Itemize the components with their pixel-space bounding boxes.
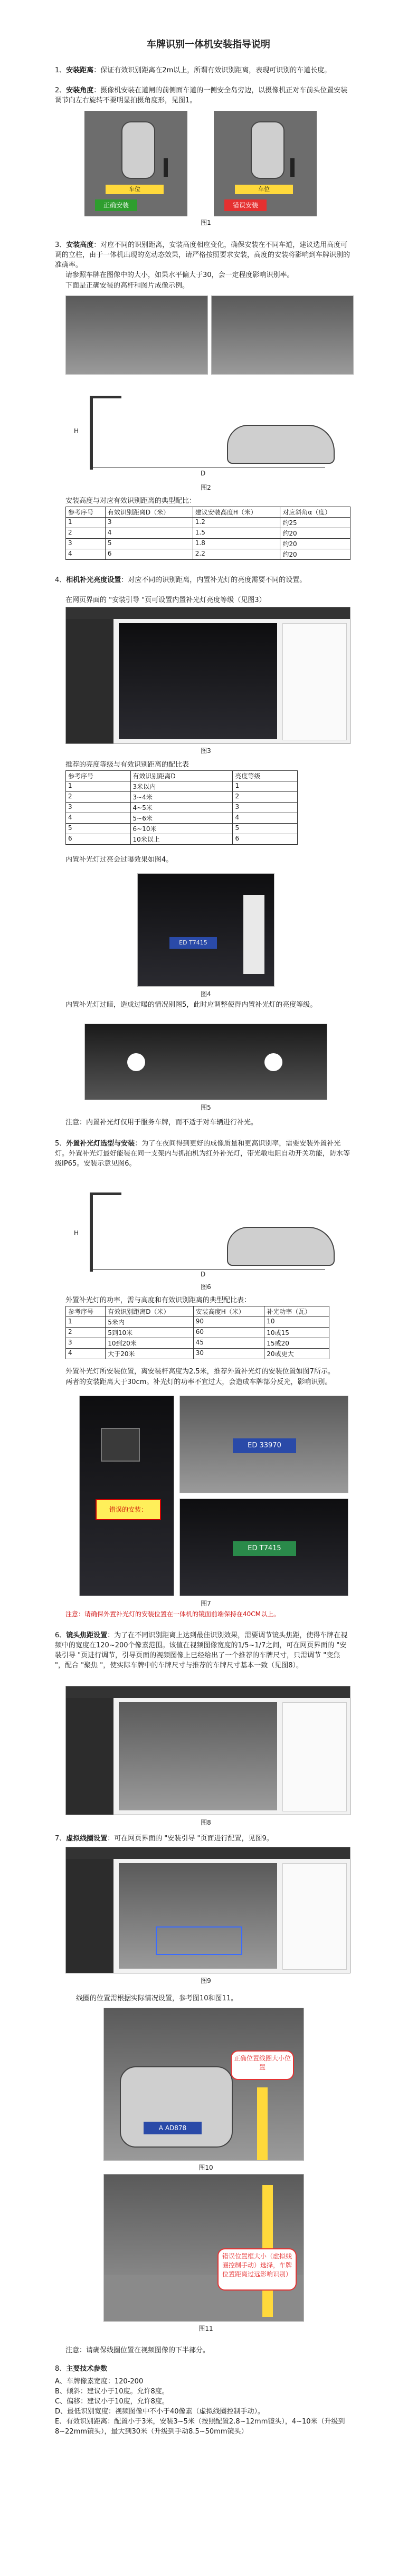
note-fig7: 注意：请确保外置补光灯的安装位置在一体机的镜面前端保持在40CM以上。 bbox=[65, 1610, 280, 1618]
item-7-text: ：可在网页界面的 "安装引导 "页面进行配置，见图9。 bbox=[107, 1835, 273, 1843]
table-cell: 5 bbox=[233, 824, 298, 834]
figure-7-caption: 图7 bbox=[201, 1600, 211, 1607]
figure-7-callout: 错误的安装： bbox=[96, 1499, 161, 1520]
figure-8 bbox=[65, 1686, 350, 1815]
table-cell: 3米以内 bbox=[130, 781, 233, 792]
figure-3-toolbar bbox=[66, 607, 350, 619]
table-cell: 60 bbox=[193, 1328, 264, 1338]
figure-4 bbox=[137, 873, 274, 987]
figure-2-car bbox=[227, 425, 335, 464]
figure-9-video bbox=[119, 1863, 277, 1969]
figure-1 bbox=[84, 111, 317, 216]
note-fig4: 内置补光灯过亮会过曝效果如图4。 bbox=[65, 856, 173, 864]
table-2-header: 参考序号 bbox=[66, 771, 131, 781]
item-4-text2: 在网页界面的 "安装引导 "页可设置内置补光灯亮度等级（见图3） bbox=[65, 596, 266, 604]
figure-3 bbox=[65, 607, 350, 744]
note-fig9: 线圈的位置需根据实际情况设置，参考图10和图11。 bbox=[76, 1995, 238, 2002]
table-cell: 1 bbox=[66, 518, 106, 528]
figure-6-pole bbox=[90, 1192, 93, 1272]
table-row bbox=[66, 803, 298, 813]
table-row bbox=[66, 824, 298, 834]
item-5-label: 外置补光灯选型与安装 bbox=[66, 1140, 135, 1148]
table-1-header: 建议安装高度H（米） bbox=[193, 507, 280, 518]
note-table3b: 两者的安装距离大于30cm。补光灯的功率不宜过大，会造成车牌部分反光，影响识别。 bbox=[65, 1378, 332, 1386]
spec-item: E、有效识别距离：配置小于3米，安装3~5米（按照配置2.8~12mm镜头），4~10米（升级到8~22mm镜头），最大到30米（升级到手动8.5~50mm镜头） bbox=[55, 2418, 345, 2436]
table-cell: 约25 bbox=[280, 518, 350, 528]
figure-8-panel bbox=[282, 1702, 347, 1811]
table-cell: 90 bbox=[193, 1317, 264, 1328]
table-row bbox=[66, 539, 350, 549]
figure-1-right-camera bbox=[290, 158, 295, 177]
figure-2 bbox=[69, 385, 343, 480]
spec-list bbox=[55, 2377, 361, 2437]
item-4-text: ：对应不同的识别距离，内置补光灯的亮度需要不同的设置。 bbox=[121, 576, 307, 584]
figure-10-caption: 图10 bbox=[198, 2164, 213, 2171]
table-cell: 5米内 bbox=[106, 1317, 194, 1328]
figure-11-caption: 图11 bbox=[198, 2325, 213, 2332]
table-3 bbox=[65, 1306, 329, 1359]
table-cell: 10米以上 bbox=[130, 834, 233, 845]
table-cell: 20或更大 bbox=[264, 1349, 329, 1359]
figure-1-right-car bbox=[251, 121, 285, 179]
figure-1-left-camera bbox=[164, 158, 168, 177]
table-cell: 4 bbox=[233, 813, 298, 824]
item-5 bbox=[55, 1139, 350, 1169]
item-2-num: 2、 bbox=[55, 87, 67, 94]
figure-9-virtual-coil bbox=[156, 1926, 242, 1955]
table-row bbox=[66, 781, 298, 792]
table-cell: 3 bbox=[66, 1338, 106, 1349]
table-row bbox=[66, 549, 350, 560]
figure-8-caption: 图8 bbox=[201, 1819, 211, 1826]
figure-4-plate: ED T7415 bbox=[169, 937, 217, 949]
figure-2-caption: 图2 bbox=[201, 484, 211, 491]
item-2-label: 安装角度 bbox=[66, 87, 94, 94]
figure-3-caption: 图3 bbox=[201, 747, 211, 755]
table-cell: 3~4米 bbox=[130, 792, 233, 803]
figure-3-panel bbox=[282, 623, 347, 740]
item-5-text: ：为了在夜间得到更好的成像质量和更高识别率，需要安装外置补光灯。外置补光灯最好能装在同一支架内与抓拍机为红外补光灯，带光敏电阻自动开关功能，防水等级IP65。安装示意见图6。 bbox=[55, 1140, 350, 1168]
table-cell: 4 bbox=[66, 549, 106, 560]
table-cell: 5 bbox=[105, 539, 193, 549]
table-cell: 1.5 bbox=[193, 528, 280, 539]
figure-8-video bbox=[119, 1702, 277, 1810]
table-cell: 4 bbox=[66, 1349, 106, 1359]
table-row bbox=[66, 1338, 329, 1349]
note-table3: 外置补光灯所安装位置，离安装杆高度为2.5米，推荐外置补光灯的安装位置如图7所示。 bbox=[65, 1368, 335, 1376]
figure-11-callout: 错误位置框大小（虚拟线圈控制手动）选择，车牌位置距离过远影响识别） bbox=[217, 2248, 297, 2291]
figure-9-sidebar bbox=[66, 1859, 113, 1973]
item-1 bbox=[55, 65, 350, 75]
item-3-extra2: 下面是正确安装的高杆和图片成像示例。 bbox=[65, 282, 189, 290]
figure-2-label-d: D bbox=[201, 470, 206, 477]
table-2-title: 推荐的亮度等级与有效识别距离的配比表 bbox=[65, 761, 189, 769]
figure-6-caption: 图6 bbox=[201, 1283, 211, 1291]
figure-4-caption: 图4 bbox=[201, 990, 211, 998]
table-2-header: 有效识别距离D bbox=[130, 771, 233, 781]
figure-10-callout: 正确位置线圈大小位置 bbox=[231, 2050, 294, 2080]
figure-4-post bbox=[243, 895, 264, 974]
table-cell: 10或15 bbox=[264, 1328, 329, 1338]
table-3-header: 有效识别距离D（米） bbox=[106, 1306, 194, 1317]
figure-9 bbox=[65, 1847, 350, 1973]
table-cell: 4 bbox=[66, 813, 131, 824]
item-1-label: 安装距离 bbox=[66, 66, 94, 74]
table-cell: 1 bbox=[66, 781, 131, 792]
item-8-num: 8、 bbox=[55, 2365, 67, 2373]
item-1-text: ：保证有效识别距离在2m以上，所谓有效识别距离，表现可识别的车道长度。 bbox=[93, 66, 331, 74]
figure-7-plate-2: ED T7415 bbox=[233, 1541, 296, 1556]
figure-3-video bbox=[119, 623, 277, 739]
table-row bbox=[66, 518, 350, 528]
figure-8-sidebar bbox=[66, 1698, 113, 1815]
note-fig11: 注意：请确保线圈位置在视频图像的下半部分。 bbox=[65, 2346, 210, 2354]
figure-6 bbox=[69, 1182, 343, 1280]
item-6 bbox=[55, 1630, 350, 1671]
table-cell: 4 bbox=[105, 528, 193, 539]
table-3-title: 外置补光灯的功率，需与高度和有效识别距离的典型配比表： bbox=[65, 1296, 251, 1304]
figure-1-caption: 图1 bbox=[201, 219, 211, 226]
figure-9-panel bbox=[282, 1863, 347, 1970]
table-cell: 4~5米 bbox=[130, 803, 233, 813]
table-cell: 2 bbox=[66, 528, 106, 539]
table-cell: 10 bbox=[264, 1317, 329, 1328]
photo-install-left bbox=[65, 295, 208, 375]
figure-7-plate-photo-2 bbox=[179, 1499, 348, 1596]
item-7 bbox=[55, 1834, 350, 1844]
figure-1-left-car bbox=[121, 121, 155, 179]
item-3 bbox=[55, 240, 350, 270]
table-cell: 3 bbox=[66, 803, 131, 813]
figure-2-arm bbox=[90, 396, 121, 398]
table-row bbox=[66, 792, 298, 803]
table-cell: 约20 bbox=[280, 528, 350, 539]
figure-10-car bbox=[120, 2066, 233, 2148]
item-3-text: ：对应不同的识别距离，安装高度相应变化，确保安装在不同车道，建议选用高度可调的立柱，由于一体机出现的宽动态效果，请严格按照要求安装，高度的安装将影响到车牌识别的准确率。 bbox=[55, 241, 350, 269]
table-row bbox=[66, 1328, 329, 1338]
table-cell: 6 bbox=[233, 834, 298, 845]
item-7-label: 虚拟线圈设置 bbox=[66, 1835, 108, 1843]
table-2 bbox=[65, 770, 298, 845]
figure-6-ground bbox=[93, 1269, 325, 1270]
table-3-header: 安装高度H（米） bbox=[193, 1306, 264, 1317]
table-cell: 6~10米 bbox=[130, 824, 233, 834]
table-cell: 3 bbox=[233, 803, 298, 813]
table-cell: 1.8 bbox=[193, 539, 280, 549]
table-cell: 3 bbox=[66, 539, 106, 549]
table-1-header-row bbox=[66, 507, 350, 518]
table-cell: 约20 bbox=[280, 549, 350, 560]
table-cell: 5到10米 bbox=[106, 1328, 194, 1338]
item-6-text: ：为了在不同识别距离上达到最佳识别效果，需要调节镜头焦距，使得车牌在视频中的宽度在120~200个像素范围。该值在视频图像宽度的1/5~1/7之间，可在网页界面的 "安装引导 "页进行调节，引导页面的视频图像上已经给出了一个推荐的车牌尺寸，只需调节 "变焦 "，配合 "聚焦 "，使实际车牌中的车牌尺寸与推荐的车牌尺寸基本一致（见图8）。 bbox=[55, 1632, 348, 1669]
item-2 bbox=[55, 85, 350, 106]
figure-1-left-box: 车位 bbox=[106, 185, 164, 194]
item-3-label: 安装高度 bbox=[66, 241, 94, 249]
figure-5 bbox=[84, 1024, 327, 1100]
table-cell: 约20 bbox=[280, 539, 350, 549]
note-fig5: 内置补光灯过暗，造成过曝的情况别图5，此时应调整使得内置补光灯的亮度等级。 bbox=[65, 1001, 317, 1009]
item-3-extra: 请参照车牌在图像中的大小，如果水平偏大于30，会一定程度影响识别率。 bbox=[65, 271, 294, 279]
item-2-text: ：摄像机安装在道闸的前侧面车道的一侧安全岛旁边，以摄像机正对车前头位置安装调节向左右旋转不要明显拍摄角度形，见图1。 bbox=[55, 87, 348, 104]
item-7-num: 7、 bbox=[55, 1835, 67, 1843]
figure-5-headlight-left bbox=[127, 1053, 145, 1071]
table-row bbox=[66, 1317, 329, 1328]
figure-9-caption: 图9 bbox=[201, 1977, 211, 1985]
photo-install-right bbox=[211, 295, 354, 375]
table-cell: 15或20 bbox=[264, 1338, 329, 1349]
table-cell: 1 bbox=[66, 1317, 106, 1328]
table-1 bbox=[65, 507, 350, 560]
spec-item: A、车牌像素宽度：120-200 bbox=[55, 2378, 144, 2386]
table-2-header: 亮度等级 bbox=[233, 771, 298, 781]
table-3-header: 参考序号 bbox=[66, 1306, 106, 1317]
figure-7-lamp bbox=[101, 1428, 140, 1462]
table-cell: 10到20米 bbox=[106, 1338, 194, 1349]
table-cell: 6 bbox=[105, 549, 193, 560]
figure-3-sidebar bbox=[66, 619, 113, 744]
spec-item: D、最低识别宽度：视频图像中不小于40像素（虚拟线圈控制手动）。 bbox=[55, 2408, 265, 2416]
figure-6-car bbox=[227, 1227, 335, 1266]
table-cell: 大于20米 bbox=[106, 1349, 194, 1359]
table-3-header-row bbox=[66, 1306, 329, 1317]
item-3-num: 3、 bbox=[55, 241, 67, 249]
spec-item: C、偏移：建议小于10度，允许8度。 bbox=[55, 2398, 169, 2406]
figure-1-correct-label: 正确安装 bbox=[95, 199, 137, 211]
figure-7 bbox=[79, 1396, 348, 1596]
table-1-header: 有效识别距离D（米） bbox=[105, 507, 193, 518]
item-8-label: 主要技术参数 bbox=[66, 2365, 108, 2373]
doc-title: 车牌识别一体机安装指导说明 bbox=[147, 39, 270, 50]
figure-1-right-box: 车位 bbox=[235, 185, 293, 194]
table-cell: 2 bbox=[66, 1328, 106, 1338]
figure-5-headlight-right bbox=[264, 1053, 282, 1071]
item-4-num: 4、 bbox=[55, 576, 67, 584]
item-4-label: 相机补光亮度设置 bbox=[66, 576, 121, 584]
table-cell: 1 bbox=[233, 781, 298, 792]
table-2-header-row bbox=[66, 771, 298, 781]
figure-9-toolbar bbox=[66, 1847, 350, 1859]
item-4 bbox=[55, 575, 350, 585]
figure-6-arm bbox=[90, 1192, 121, 1195]
figure-5-caption: 图5 bbox=[201, 1104, 211, 1111]
table-cell: 2 bbox=[66, 792, 131, 803]
figure-10-barrier-post bbox=[257, 2087, 268, 2161]
table-row bbox=[66, 834, 298, 845]
figure-2-label-h: H bbox=[74, 427, 79, 435]
table-cell: 1.2 bbox=[193, 518, 280, 528]
figure-10-plate: A AD878 bbox=[144, 2122, 202, 2134]
item-6-label: 镜头焦距设置 bbox=[66, 1632, 108, 1639]
figure-7-lamp-photo bbox=[79, 1396, 174, 1596]
figure-7-plate-photo-1 bbox=[179, 1396, 348, 1493]
item-8 bbox=[55, 2364, 350, 2374]
item-5-num: 5、 bbox=[55, 1140, 67, 1148]
table-cell: 45 bbox=[193, 1338, 264, 1349]
table-row bbox=[66, 813, 298, 824]
figure-8-toolbar bbox=[66, 1686, 350, 1698]
figure-6-label-h: H bbox=[74, 1229, 79, 1237]
table-1-title: 安装高度与对应有效识别距离的典型配比： bbox=[65, 497, 196, 505]
table-cell: 3 bbox=[105, 518, 193, 528]
table-row bbox=[66, 1349, 329, 1359]
spec-item: B、倾斜：建议小于10度。允许8度。 bbox=[55, 2388, 169, 2396]
table-1-header: 对应斜角α（度） bbox=[280, 507, 350, 518]
table-cell: 6 bbox=[66, 834, 131, 845]
table-3-header: 补光功率（瓦） bbox=[264, 1306, 329, 1317]
table-cell: 2 bbox=[233, 792, 298, 803]
table-cell: 5~6米 bbox=[130, 813, 233, 824]
item-1-num: 1、 bbox=[55, 66, 67, 74]
table-cell: 2.2 bbox=[193, 549, 280, 560]
figure-7-plate-1: ED 33970 bbox=[233, 1438, 296, 1453]
figure-1-wrong-label: 错误安装 bbox=[224, 199, 267, 211]
figure-2-pole bbox=[90, 396, 93, 470]
table-1-header: 参考序号 bbox=[66, 507, 106, 518]
figure-11 bbox=[103, 2174, 304, 2322]
table-cell: 30 bbox=[193, 1349, 264, 1359]
figure-6-label-d: D bbox=[201, 1271, 206, 1278]
item-6-num: 6、 bbox=[55, 1632, 67, 1639]
figure-10 bbox=[103, 2008, 304, 2161]
table-row bbox=[66, 528, 350, 539]
table-cell: 5 bbox=[66, 824, 131, 834]
note-after5: 注意：内置补光灯仅用于服务车牌，而不适于对车辆进行补光。 bbox=[65, 1119, 258, 1127]
